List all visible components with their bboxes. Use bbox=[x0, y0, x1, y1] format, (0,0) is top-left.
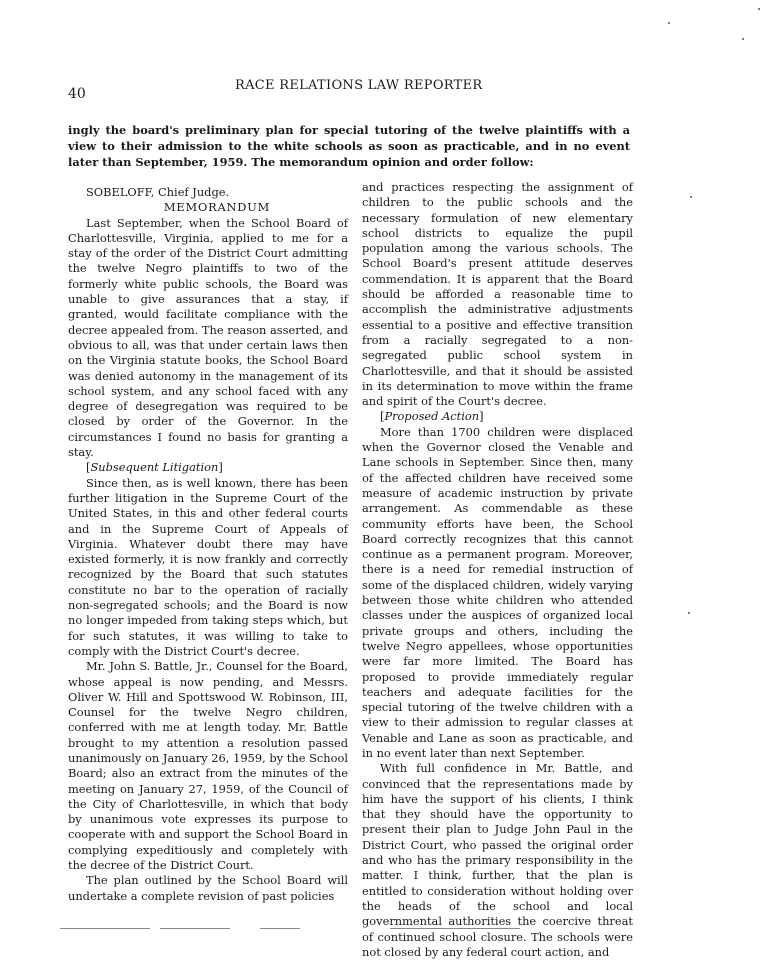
body-paragraph: Since then, as is well known, there has been further litigation in the Supreme Court of the United States, in this and other federal courts and in the Supreme Court of Appeals of Virginia. Whatever doubt there may have existed formerly, it is now frankly and correctly recognized by the Board that such statutes constitute no bar to the operation of racially non-segregated schools; and the Board is now no longer impeded from taking steps which, but for such statutes, it was willing to take to comply with the District Court's decree. bbox=[68, 475, 348, 658]
section-title: Proposed Action bbox=[384, 409, 480, 424]
bracket-close: ] bbox=[218, 460, 223, 475]
body-paragraph: With full confidence in Mr. Battle, and convinced that the representations made by him have the support of his clients, I think that they should have the opportunity to present their plan to Judge John Paul in the District Court, who passed the original order and who has the primary responsibility in the matter. I think, further, that the plan is entitled to consideration without holding over the heads of the school and local governmental authorities the coercive threat of continued school closure. The schools were not closed by any federal court action, and bbox=[362, 761, 633, 959]
scan-edge-line bbox=[390, 928, 520, 929]
page-number: 40 bbox=[68, 86, 86, 102]
judge-name: SOBELOFF, Chief Judge. bbox=[86, 185, 230, 199]
scan-speck bbox=[690, 196, 692, 198]
bracket-open: [ bbox=[86, 460, 91, 475]
body-paragraph: and practices respecting the assignment of children to the public schools and the necessary formulation of new elementary school districts to equalize the pupil population among the various schools. The School Board's present attitude deserves commendation. It is apparent that the Board should be afforded a reasonable time to accomplish the administrative adjustments essential to a positive and effective transition from a racially segregated to a non-segregated public school system in Charlottesville, and that it should be assisted in its determination to move within the frame and spirit of the Court's decree. bbox=[362, 180, 633, 409]
bracket-close: ] bbox=[479, 409, 484, 424]
section-heading bbox=[362, 409, 633, 424]
scan-speck bbox=[758, 8, 760, 10]
left-column bbox=[68, 185, 348, 904]
scan-speck bbox=[742, 38, 744, 40]
scan-edge-line bbox=[260, 928, 300, 929]
body-paragraph: Mr. John S. Battle, Jr., Counsel for the Board, whose appeal is now pending, and Messrs. Oliver W. Hill and Spottswood W. Robinson, III, Counsel for the twelve Negro children, conferred with me at length today. Mr. Battle brought to my attention a resolution passed unanimously on January 26, 1959, by the School Board; also an extract from the minutes of the meeting on January 27, 1959, of the Council of the City of Charlottesville, in which that body by unanimous vote expresses its purpose to cooperate with and support the School Board in complying expeditiously and completely with the decree of the District Court. bbox=[68, 659, 348, 873]
scan-edge-line bbox=[60, 928, 150, 929]
right-column bbox=[362, 180, 633, 960]
body-paragraph: More than 1700 children were displaced when the Governor closed the Venable and Lane schools in September. Since then, many of the affected children have received some measure of academic instruction by private arrangement. As commendable as these community efforts have been, the School Board correctly recognizes that this cannot continue as a permanent program. Moreover, there is a need for remedial instruction of some of the displaced children, widely varying between those white children who attended classes under the auspices of organized local private groups and others, including the twelve Negro appellees, whose opportunities were far more limited. The Board has proposed to provide immediately regular teachers and adequate facilities for the special tutoring of the twelve children with a view to their admission to regular classes at Venable and Lane as soon as practicable, and in no event later than next September. bbox=[362, 424, 633, 760]
running-head: RACE RELATIONS LAW REPORTER bbox=[235, 78, 483, 93]
section-title: Subsequent Litigation bbox=[90, 460, 219, 475]
body-paragraph: The plan outlined by the School Board will undertake a complete revision of past policies bbox=[68, 873, 348, 903]
scan-speck bbox=[688, 612, 690, 614]
scan-speck bbox=[668, 22, 670, 24]
bracket-open: [ bbox=[380, 409, 385, 424]
body-paragraph: Last September, when the School Board of Charlottesville, Virginia, applied to me for a stay of the order of the District Court admitting the twelve Negro plaintiffs to two of the formerly white public schools, the Board was unable to give assurances that a stay, if granted, would facilitate compliance with the decree appealed from. The reason asserted, and obvious to all, was that under certain laws then on the Virginia statute books, the School Board was denied autonomy in the management of its school system, and any school faced with any degree of desegregation was required to be closed by order of the Governor. In the circumstances I found no basis for granting a stay. bbox=[68, 215, 348, 460]
scan-edge-line bbox=[160, 928, 230, 929]
memorandum-title: MEMORANDUM bbox=[163, 200, 271, 215]
section-heading bbox=[68, 460, 348, 475]
intro-paragraph: ingly the board's preliminary plan for special tutoring of the twelve plaintiffs with a view to their admission to the white schools as soon as practicable, and in no event later than September, 1959. The memorandum opinion and order follow: bbox=[68, 123, 630, 169]
